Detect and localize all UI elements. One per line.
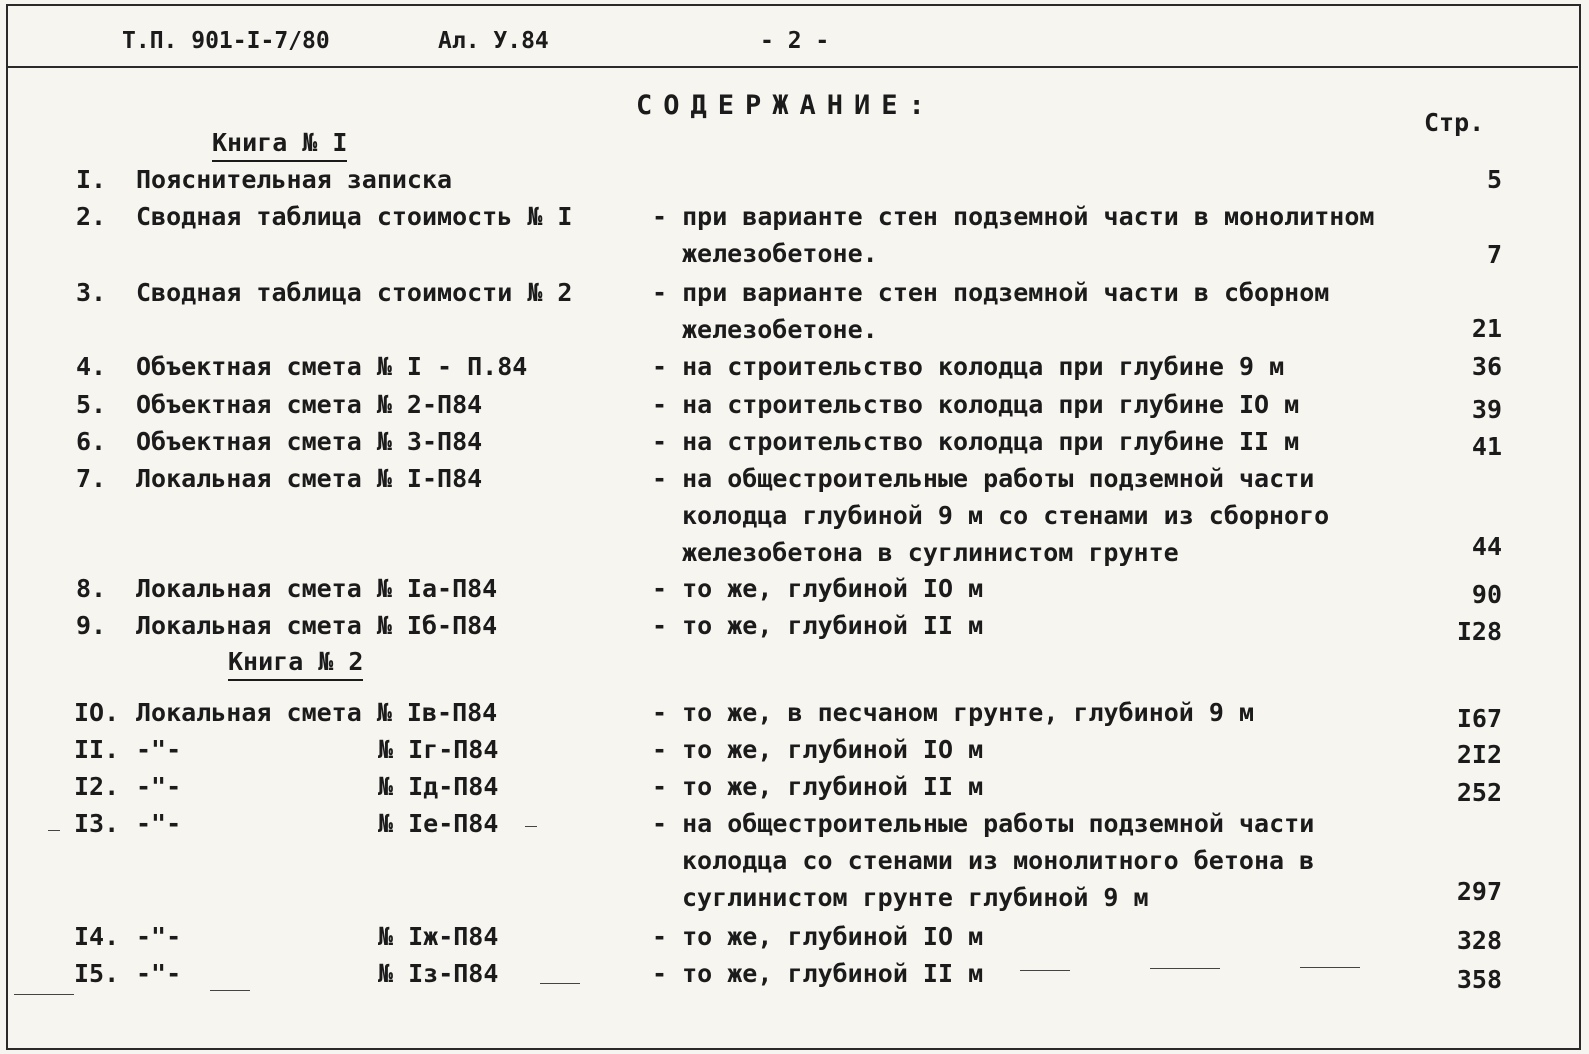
item-page-number: 41 <box>1471 432 1502 461</box>
album-code: Ал. У.84 <box>438 28 549 54</box>
item-page-number: 358 <box>1456 965 1502 994</box>
book2-heading: Книга № 2 <box>228 647 363 681</box>
item-description: - на строительство колодца при глубине IO м <box>652 390 1300 419</box>
contents-title: СОДЕРЖАНИЕ: <box>636 90 936 121</box>
item-description: - то же, глубиной IO м <box>652 574 984 603</box>
item-name: Локальная смета № I-П84 <box>136 464 483 493</box>
scan-mark <box>540 983 580 984</box>
item-description: - то же, глубиной II м <box>652 772 984 801</box>
book1-heading: Книга № I <box>212 128 347 162</box>
item-number: 9. <box>76 611 107 640</box>
item-description: суглинистом грунте глубиной 9 м <box>682 883 1149 912</box>
item-name: Пояснительная записка <box>136 165 453 194</box>
scan-mark <box>525 826 537 827</box>
item-code: № Iг-П84 <box>378 735 499 764</box>
item-description: - то же, глубиной IO м <box>652 735 984 764</box>
item-name: Сводная таблица стоимость № I <box>136 202 573 231</box>
item-name: -"- <box>136 735 182 764</box>
item-name: Объектная смета № I - П.84 <box>136 352 528 381</box>
item-code: № Iе-П84 <box>378 809 499 838</box>
item-description: - то же, в песчаном грунте, глубиной 9 м <box>652 698 1255 727</box>
item-code: № Iд-П84 <box>378 772 499 801</box>
item-description: - то же, глубиной II м <box>652 611 984 640</box>
scan-mark <box>210 990 250 991</box>
item-description: железобетона в суглинистом грунте <box>682 538 1179 567</box>
scan-mark <box>1020 970 1070 971</box>
item-page-number: 297 <box>1456 877 1502 906</box>
item-description: - на строительство колодца при глубине II м <box>652 427 1300 456</box>
item-description: - то же, глубиной II м <box>652 959 984 988</box>
item-page-number: 36 <box>1471 352 1502 381</box>
item-description: железобетоне. <box>682 315 878 344</box>
item-name: Объектная смета № 2-П84 <box>136 390 483 419</box>
item-description: - при варианте стен подземной части в монолитном <box>652 202 1375 231</box>
item-number: I5. <box>74 959 120 988</box>
item-number: I3. <box>74 809 120 838</box>
item-description: колодца со стенами из монолитного бетона в <box>682 846 1315 875</box>
item-name: Локальная смета № Iв-П84 <box>136 698 498 727</box>
page-column-label: Стр. <box>1424 108 1485 137</box>
item-number: 4. <box>76 352 107 381</box>
scan-mark <box>1300 967 1360 968</box>
item-number: 6. <box>76 427 107 456</box>
item-code: № Iж-П84 <box>378 922 499 951</box>
item-name: -"- <box>136 772 182 801</box>
item-page-number: 5 <box>1486 165 1502 194</box>
item-name: Локальная смета № Iб-П84 <box>136 611 498 640</box>
item-description: - на строительство колодца при глубине 9 м <box>652 352 1285 381</box>
scan-mark <box>48 830 60 831</box>
item-number: I2. <box>74 772 120 801</box>
item-description: - при варианте стен подземной части в сборном <box>652 278 1330 307</box>
item-name: -"- <box>136 809 182 838</box>
item-number: II. <box>74 735 120 764</box>
item-name: Сводная таблица стоимости № 2 <box>136 278 573 307</box>
header-rule <box>8 66 1578 68</box>
scan-mark <box>14 994 74 995</box>
item-page-number: I67 <box>1456 704 1502 733</box>
item-number: IO. <box>74 698 120 727</box>
item-name: -"- <box>136 959 182 988</box>
item-page-number: 21 <box>1471 314 1502 343</box>
item-number: 7. <box>76 464 107 493</box>
item-description: - на общестроительные работы подземной части <box>652 464 1315 493</box>
item-number: 5. <box>76 390 107 419</box>
item-number: 3. <box>76 278 107 307</box>
item-number: 2. <box>76 202 107 231</box>
item-page-number: 2I2 <box>1456 740 1502 769</box>
item-page-number: 7 <box>1486 240 1502 269</box>
item-name: Локальная смета № Iа-П84 <box>136 574 498 603</box>
item-description: железобетоне. <box>682 239 878 268</box>
item-number: I4. <box>74 922 120 951</box>
item-page-number: 328 <box>1456 926 1502 955</box>
item-code: № Iз-П84 <box>378 959 499 988</box>
item-name: Объектная смета № 3-П84 <box>136 427 483 456</box>
doc-code: Т.П. 901-I-7/80 <box>122 28 330 54</box>
item-page-number: I28 <box>1456 617 1502 646</box>
item-number: 8. <box>76 574 107 603</box>
page-number: - 2 - <box>760 28 830 54</box>
item-description: - на общестроительные работы подземной части <box>652 809 1315 838</box>
item-description: - то же, глубиной IO м <box>652 922 984 951</box>
item-page-number: 44 <box>1471 532 1502 561</box>
item-number: I. <box>76 165 107 194</box>
item-page-number: 39 <box>1471 395 1502 424</box>
item-description: колодца глубиной 9 м со стенами из сборного <box>682 501 1330 530</box>
item-page-number: 90 <box>1471 580 1502 609</box>
scan-mark <box>1150 968 1220 969</box>
item-page-number: 252 <box>1456 778 1502 807</box>
item-name: -"- <box>136 922 182 951</box>
